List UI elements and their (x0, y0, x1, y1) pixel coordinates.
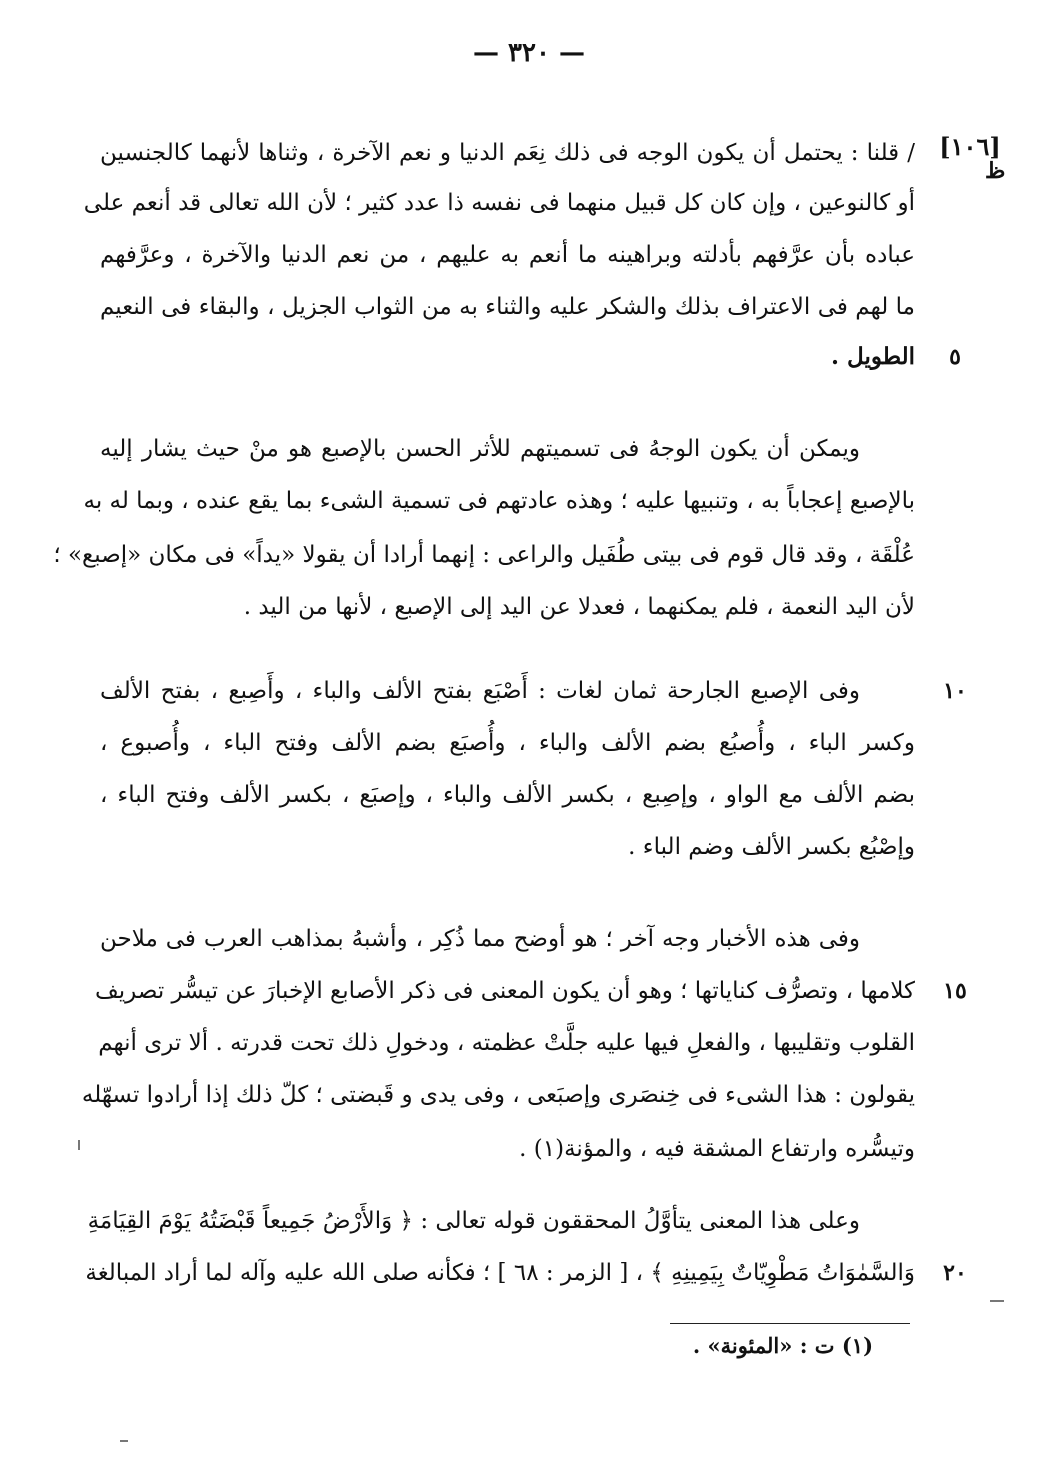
text-line: يقولون : هذا الشىء فى خِنصَرى وإصبَعى ، وفى يدى و قَبضتى ؛ كلّ ذلك إذا أرادوا تسهّله (81, 1082, 915, 1108)
footnote: (١) ت : «المئونة» . (692, 1333, 873, 1358)
scan-speck (120, 1440, 128, 1442)
text-line: كلامها ، وتصرُّف كناياتها ؛ وهو أن يكون المعنى فى ذكر الأصابع الإخبارَ عن تيسُّر تصريف (94, 978, 915, 1004)
reference-marker-sub: ظ (985, 158, 1006, 184)
text-line: / قلنا : يحتمل أن يكون الوجه فى ذلك نِعَم الدنيا و نعم الآخرة ، وثناها لأنهما كالجنسين (100, 140, 915, 166)
scan-speck (78, 1140, 80, 1150)
text-line: وفى الإصبع الجارحة ثمان لغات : أَصْبَع بفتح الألف والباء ، وأَصِبع ، بفتح الألف (100, 678, 860, 704)
text-line: لأن اليد النعمة ، فلم يمكنهما ، فعدلا عن اليد إلى الإصبع ، لأنها من اليد . (243, 594, 915, 620)
footnote-separator (670, 1323, 910, 1324)
text-line: وَالسَّمٰوَاتُ مَطْوِيّاتٌ بِيَمِينِهِ ﴾ ، [ الزمر : ٦٨ ] ؛ فكأنه صلى الله عليه وآله لما أراد المبالغة (85, 1260, 915, 1286)
text-line: وفى هذه الأخبار وجه آخر ؛ هو أوضح مما ذُكِر ، وأشبهُ بمذاهب العرب فى ملاحن (100, 926, 860, 952)
text-line: وتيسُّره وارتفاع المشقة فيه ، والمؤنة(١) . (519, 1136, 915, 1162)
line-number: ٥ (949, 344, 961, 370)
text-line: عباده بأن عرَّفهم بأدلته وبراهينه ما أنعم به عليهم ، من نعم الدنيا والآخرة ، وعرَّفهم (100, 242, 915, 268)
page-number: — ٣٢٠ — (472, 38, 586, 68)
reference-marker: [١٠٦] (939, 132, 1001, 161)
text-line: القلوب وتقليبها ، والفعلِ فيها عليه جلَّتْ عظمته ، ودخولِ ذلك تحت قدرته . ألا ترى أنهم (98, 1030, 915, 1056)
text-line: ما لهم فى الاعتراف بذلك والشكر عليه والثناء به من الثواب الجزيل ، والبقاء فى النعيم (100, 294, 915, 320)
text-line: وكسر الباء ، وأُصبُع بضم الألف والباء ، وأُصبَع بضم الألف وفتح الباء ، وأُصبوع ، (100, 730, 915, 756)
text-line: وعلى هذا المعنى يتأوَّلُ المحققون قوله تعالى : ﴿ وَالأَرْضُ جَمِيعاً قَبْضَتُهُ يَوْمَ القِيَامَةِ (87, 1208, 860, 1234)
line-number: ١٥ (943, 978, 967, 1004)
text-line: الطويل . (831, 343, 915, 370)
text-line: عُلْقَة ، وقد قال قوم فى بيتى طُفَيل والراعى : إنهما أرادا أن يقولا «يداً» فى مكان «إصبع» ؛ (53, 542, 915, 568)
text-line: ويمكن أن يكون الوجهُ فى تسميتهم للأثر الحسن بالإصبع هو منْ حيث يشار إليه (100, 436, 860, 462)
line-number: ٢٠ (943, 1260, 967, 1286)
line-number: ١٠ (943, 678, 967, 704)
scan-speck (990, 1300, 1004, 1302)
text-line: بالإصبع إعجاباً به ، وتنبيها عليه ؛ وهذه عادتهم فى تسمية الشىء بما يقع عنده ، وبما له به (83, 488, 915, 514)
text-line: بضم الألف مع الواو ، وإصِبع ، بكسر الألف والباء ، وإصبَع ، بكسر الألف وفتح الباء ، (100, 782, 915, 808)
text-line: وإصْبُع بكسر الألف وضم الباء . (628, 834, 915, 860)
text-line: أو كالنوعين ، وإن كان كل قبيل منهما فى نفسه ذا عدد كثير ؛ لأن الله تعالى قد أنعم على (83, 190, 915, 216)
